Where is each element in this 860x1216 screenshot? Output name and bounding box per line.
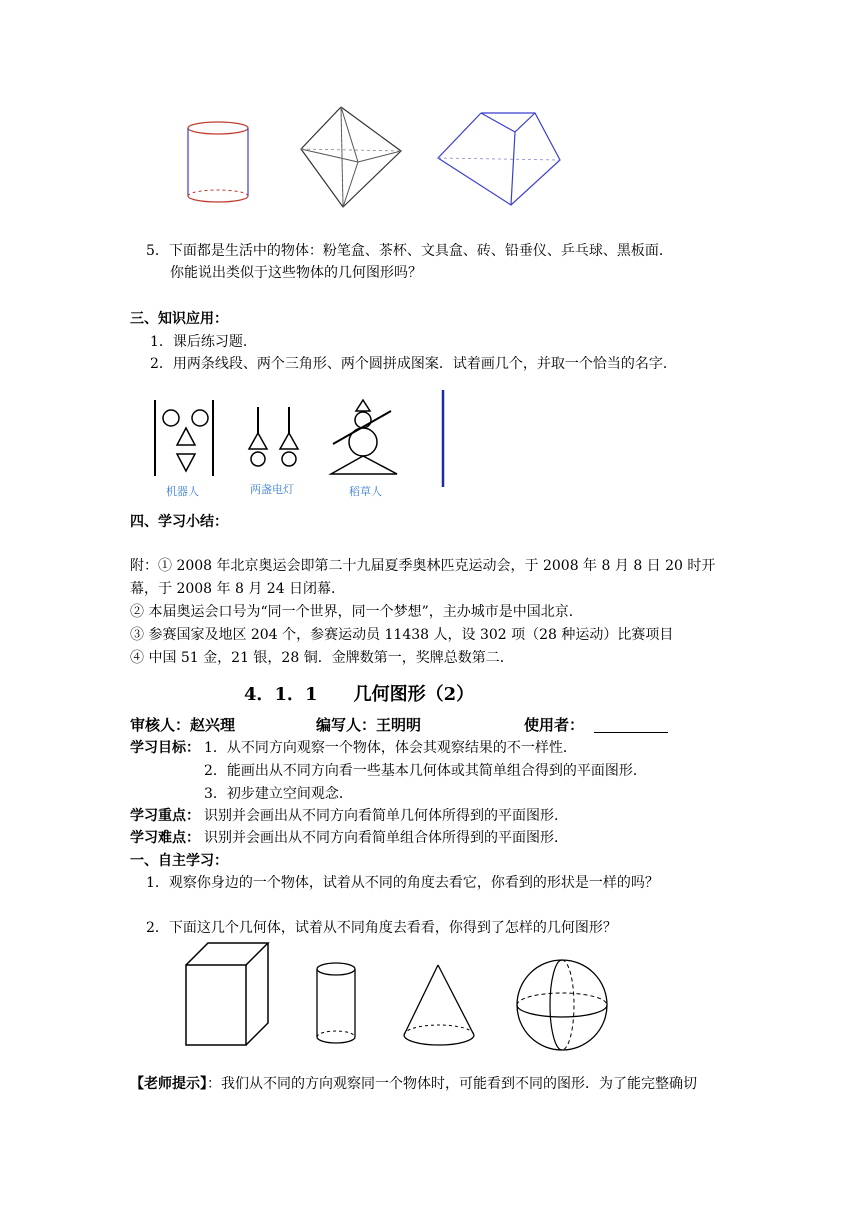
question-5-line2: 你能说出类似于这些物体的几何图形吗？ [170, 265, 422, 281]
question-5-line1: 5．下面都是生活中的物体：粉笔盒、茶杯、文具盒、砖、铅垂仪、乒乓球、黑板面． [146, 243, 673, 259]
goal-2: 2．能画出从不同方向看一些基本几何体或其简单组合得到的平面图形． [204, 763, 647, 779]
user-label: 使用者： [524, 716, 585, 734]
cube-figure [183, 940, 273, 1048]
section-3-item-1: 1．课后练习题． [150, 334, 257, 350]
appendix-line-2: 幕，于 2008 年 8 月 24 日闭幕． [130, 581, 346, 597]
user-blank-line [594, 732, 668, 733]
robot-figure [150, 398, 220, 478]
section-3-heading: 三、知识应用： [130, 311, 228, 327]
difficulty-text: 识别并会画出从不同方向看简单组合体所得到的平面图形． [204, 830, 568, 846]
appendix-line-1: 附：① 2008 年北京奥运会即第二十九届夏季奥林匹克运动会，于 2008 年 8 月 8 日 20 时开 [130, 558, 716, 574]
teacher-hint-text: ：我们从不同的方向观察同一个物体时，可能看到不同的图形．为了能完整确切 [207, 1076, 697, 1092]
focus-text: 识别并会画出从不同方向看简单几何体所得到的平面图形． [204, 808, 568, 824]
self-study-heading: 一、自主学习： [130, 853, 228, 869]
goal-3: 3．初步建立空间观念． [204, 786, 353, 802]
reviewer-label: 审核人：赵兴理 [130, 716, 236, 734]
self-study-item-1: 1．观察你身边的一个物体，试着从不同的角度去看它，你看到的形状是一样的吗？ [146, 875, 659, 891]
goals-label: 学习目标： [130, 740, 200, 756]
blue-line-segment [440, 390, 446, 488]
two-lamps-figure [243, 405, 303, 470]
self-study-item-2: 2．下面这几个几何体，试着从不同角度去看看，你得到了怎样的几何图形？ [146, 920, 617, 936]
frustum-figure [435, 110, 565, 210]
section-3-item-2: 2．用两条线段、两个三角形、两个圆拼成图案．试着画几个，并取一个恰当的名字． [150, 356, 677, 372]
appendix-line-3: ② 本届奥运会口号为“同一个世界，同一个梦想”，主办城市是中国北京． [130, 604, 583, 620]
octahedron-figure [298, 104, 408, 214]
difficulty-label: 学习难点： [130, 830, 200, 846]
appendix-line-5: ④ 中国 51 金，21 银，28 铜．金牌数第一，奖牌总数第二． [130, 650, 514, 666]
caption-two-lamps: 两盏电灯 [250, 483, 294, 496]
writer-label: 编写人：王明明 [316, 716, 422, 734]
cylinder-figure-bottom [313, 960, 363, 1048]
section-4-heading: 四、学习小结： [130, 514, 228, 530]
appendix-line-4: ③ 参赛国家及地区 204 个，参赛运动员 11438 人，设 302 项（28 种运动）比赛项目 [130, 627, 674, 643]
cylinder-figure-top [185, 118, 255, 208]
scarecrow-figure [325, 398, 405, 478]
sphere-figure [515, 958, 611, 1054]
goal-1: 1．从不同方向观察一个物体，体会其观察结果的不一样性． [204, 740, 577, 756]
caption-scarecrow: 稻草人 [349, 485, 382, 498]
teacher-hint-label: 【老师提示】 [130, 1076, 207, 1092]
lesson-title: 4．1．1 几何图形（2） [244, 684, 475, 705]
cone-figure [400, 962, 480, 1048]
focus-label: 学习重点： [130, 808, 200, 824]
teacher-hint [130, 1074, 697, 1094]
caption-robot: 机器人 [166, 485, 199, 498]
